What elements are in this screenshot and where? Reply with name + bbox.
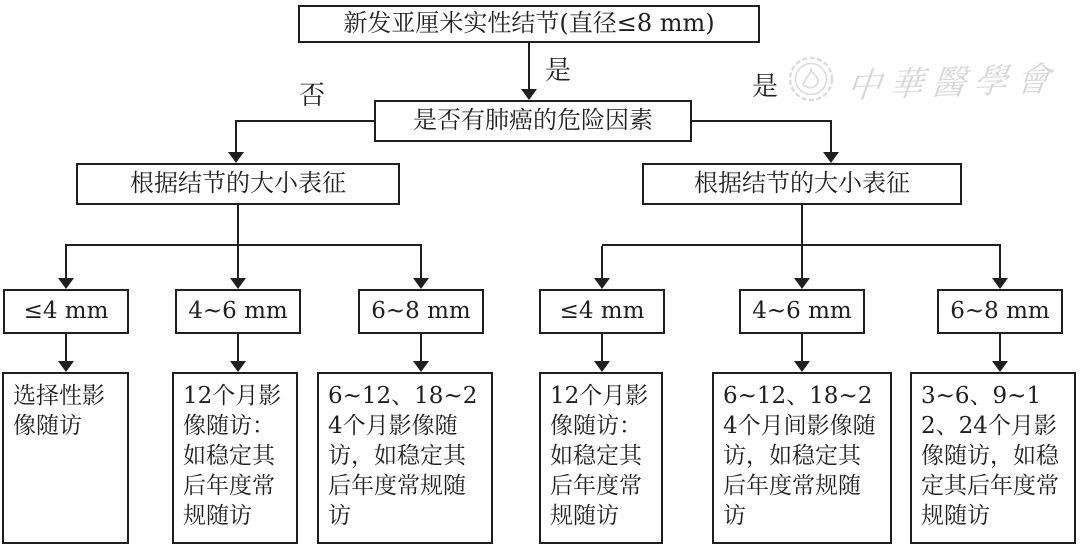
- edge-label-no: 否: [299, 81, 326, 111]
- connector-outcome-2-line: [237, 334, 239, 362]
- node-yes-size-3: 6~8 mm: [937, 289, 1063, 334]
- edge-label-root-yes: 是: [545, 56, 572, 86]
- connector-yes-vline: [830, 120, 832, 152]
- connector-no-drop-1: [65, 246, 67, 278]
- connector-outcome-6-line: [999, 334, 1001, 362]
- connector-yes-drop-1: [601, 246, 603, 278]
- node-no-outcome-3: 6~12、18~24个月影像随访，如稳定其后年度常规随访: [317, 372, 493, 544]
- connector-no-drop-2: [237, 246, 239, 278]
- node-yes-size-2: 4~6 mm: [739, 289, 865, 334]
- connector-outcome-5-arrowhead: [794, 361, 810, 372]
- connector-no-hline: [235, 120, 374, 122]
- connector-outcome-2-arrowhead: [230, 361, 246, 372]
- node-no-outcome-1: 选择性影像随访: [2, 372, 129, 544]
- connector-outcome-3-line: [420, 334, 422, 362]
- connector-yes-arrowhead: [823, 152, 839, 163]
- edge-label-yes: 是: [752, 72, 779, 102]
- connector-outcome-6-arrowhead: [992, 361, 1008, 372]
- connector-yes-stem: [801, 205, 803, 246]
- connector-no-arrowhead: [228, 152, 244, 163]
- node-yes-outcome-1: 12个月影像随访：如稳定其后年度常规随访: [539, 372, 663, 544]
- connector-no-drop-1-arrowhead: [58, 278, 74, 289]
- node-no-size-2: 4~6 mm: [175, 289, 301, 334]
- connector-no-drop-3: [420, 246, 422, 278]
- node-no-size-3: 6~8 mm: [358, 289, 484, 334]
- node-yes-outcome-3: 3~6、9~12、24个月影像随访，如稳定其后年度常规随访: [910, 372, 1076, 544]
- node-yes-size-1: ≤4 mm: [539, 289, 665, 334]
- connector-outcome-3-arrowhead: [413, 361, 429, 372]
- node-no-size-1: ≤4 mm: [3, 289, 129, 334]
- node-question: 是否有肺癌的危险因素: [374, 100, 692, 142]
- connector-yes-drop-2: [801, 246, 803, 278]
- connector-no-drop-3-arrowhead: [413, 278, 429, 289]
- connector-root-question-arrowhead: [521, 89, 537, 100]
- connector-yes-hline: [692, 120, 832, 122]
- connector-root-question-line: [528, 43, 530, 90]
- connector-yes-drop-1-arrowhead: [594, 278, 610, 289]
- cma-emblem-icon: [788, 54, 834, 104]
- connector-no-vline: [235, 120, 237, 152]
- connector-outcome-1-arrowhead: [58, 361, 74, 372]
- cma-watermark: [788, 50, 1080, 108]
- node-yes-outcome-2: 6~12、18~24个月间影像随访，如稳定其后年度常规随访: [712, 372, 892, 544]
- node-yes-parent: 根据结节的大小表征: [642, 163, 962, 205]
- connector-outcome-5-line: [801, 334, 803, 362]
- connector-yes-drop-3: [999, 246, 1001, 278]
- connector-no-rail: [65, 244, 422, 246]
- connector-no-drop-2-arrowhead: [230, 278, 246, 289]
- connector-outcome-4-line: [601, 334, 603, 362]
- connector-yes-drop-3-arrowhead: [992, 278, 1008, 289]
- connector-outcome-1-line: [65, 334, 67, 362]
- connector-yes-drop-2-arrowhead: [794, 278, 810, 289]
- node-no-outcome-2: 12个月影像随访：如稳定其后年度常规随访: [172, 372, 298, 544]
- node-root: 新发亚厘米实性结节(直径≤8 mm): [298, 5, 760, 43]
- cma-watermark-text: 中華醫學會: [845, 58, 1061, 107]
- connector-outcome-4-arrowhead: [594, 361, 610, 372]
- node-no-parent: 根据结节的大小表征: [76, 163, 400, 205]
- connector-no-stem: [237, 205, 239, 246]
